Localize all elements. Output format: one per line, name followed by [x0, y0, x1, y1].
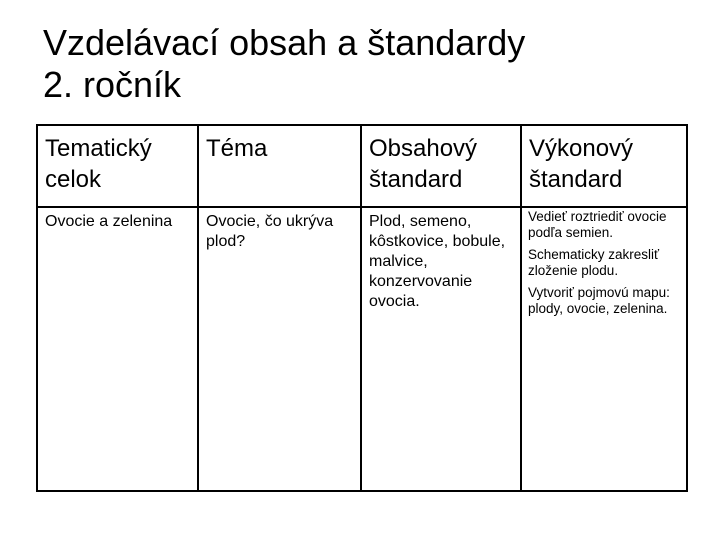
header-tematicky-celok: Tematický celok	[37, 125, 198, 207]
cell-tema: Ovocie, čo ukrýva plod?	[198, 207, 361, 491]
standards-table	[36, 124, 688, 492]
slide-title	[43, 22, 525, 106]
slide-title-line-2: 2. ročník	[43, 64, 182, 105]
slide-title-line-1: Vzdelávací obsah a štandardy	[43, 22, 526, 63]
header-vykonovy-standard: Výkonový štandard	[521, 125, 687, 207]
header-tema: Téma	[198, 125, 361, 207]
header-obsahovy-standard: Obsahový štandard	[361, 125, 521, 207]
table-header-row	[37, 125, 687, 207]
cell-vykonovy-standard	[521, 207, 687, 491]
vykonovy-item: Vytvoriť pojmovú mapu: plody, ovocie, zelenina.	[528, 285, 670, 316]
table-row	[37, 207, 687, 491]
vykonovy-item: Schematicky zakresliť zloženie plodu.	[528, 247, 660, 278]
vykonovy-item: Vedieť roztriediť ovocie podľa semien.	[528, 209, 667, 240]
cell-obsahovy-standard: Plod, semeno, kôstkovice, bobule, malvice, konzervovanie ovocia.	[361, 207, 521, 491]
cell-tematicky-celok: Ovocie a zelenina	[37, 207, 198, 491]
